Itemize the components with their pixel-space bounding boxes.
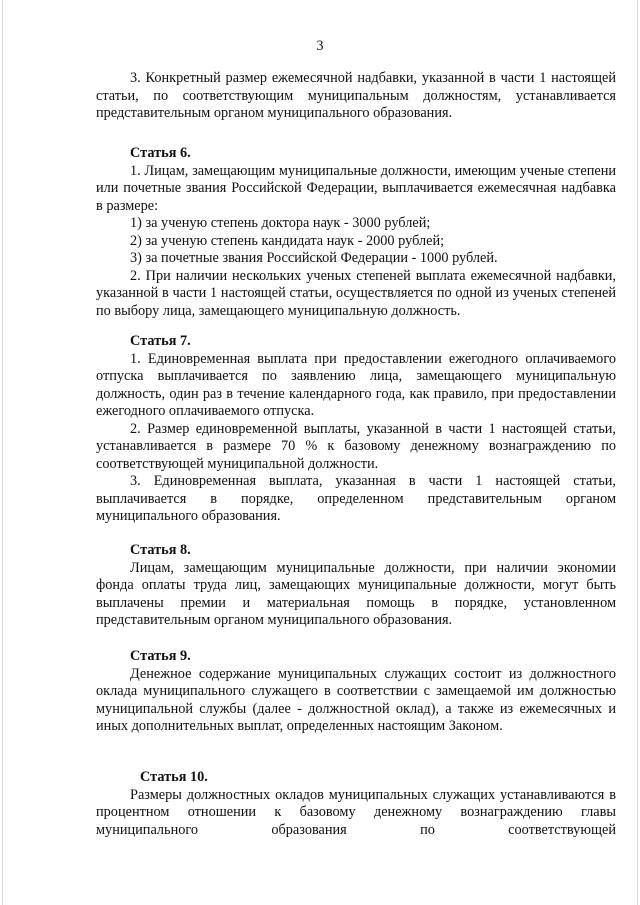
article-9 — [96, 648, 616, 736]
paragraph: 3. Единовременная выплата, указанная в части 1 настоящей статьи, выплачивается в порядке, определенном представительным органом муниципального образования. — [96, 473, 616, 524]
intro-section — [96, 70, 616, 123]
paragraph: 3. Конкретный размер ежемесячной надбавки, указанной в части 1 настоящей статьи, по соответствующим муниципальным должностям, устанавливается представительным органом муниципального образования. — [96, 70, 616, 121]
article-title: Статья 9. — [130, 648, 191, 664]
paragraph: 1. Лицам, замещающим муниципальные должности, имеющим ученые степени или почетные звания Российской Федерации, выплачивается ежемесячная надбавка в размере: — [96, 162, 616, 214]
list-item: 1) за ученую степень доктора наук - 3000 рублей; — [130, 215, 431, 231]
list-item: 2) за ученую степень кандидата наук - 2000 рублей; — [130, 232, 445, 249]
paragraph: 2. При наличии нескольких ученых степеней выплата ежемесячной надбавки, указанной в части 1 настоящей статьи, осуществляется по одной из ученых степеней по выбору лица, замещающего муниципальную должность. — [96, 267, 616, 319]
paragraph: 2. Размер единовременной выплаты, указанной в части 1 настоящей статьи, устанавливается в размере 70 % к базовому денежному вознаграждению по соответствующей муниципальной должности. — [96, 420, 616, 472]
paragraph: Размеры должностных окладов муниципальных служащих устанавливаются в процентном отношении к базовому денежному вознаграждению главы муниципального образования по соответствующей — [96, 786, 616, 838]
article-8 — [96, 542, 616, 630]
paragraph: Денежное содержание муниципальных служащих состоит из должностного оклада муниципального служащего в соответствии с замещаемой им должностью муниципальной службы (далее - должностной оклад), а также из ежемесячных и иных дополнительных выплат, определенных настоящим Законом. — [96, 665, 616, 734]
paragraph: 1. Единовременная выплата при предоставлении ежегодного оплачиваемого отпуска выплачивается по заявлению лица, замещающего муниципальную должность, один раз в течение календарного года, как правило, при предоставлении ежегодного оплачиваемого отпуска. — [96, 350, 616, 419]
article-7 — [96, 333, 616, 526]
page-number: 3 — [316, 38, 324, 54]
paragraph: Лицам, замещающим муниципальные должности, при наличии экономии фонда оплаты труда лиц, замещающих муниципальные должности, могут быть выплачены премии и материальная помощь в порядке, установленном представительным органом муниципального образования. — [96, 559, 616, 628]
article-6 — [96, 145, 616, 320]
article-title: Статья 7. — [130, 333, 191, 349]
list-item: 3) за почетные звания Российской Федерации - 1000 рублей. — [130, 250, 498, 266]
article-title: Статья 10. — [140, 769, 208, 785]
scan-edge-right — [637, 0, 638, 905]
article-title: Статья 8. — [130, 542, 191, 558]
article-10 — [96, 769, 616, 839]
article-title: Статья 6. — [130, 145, 191, 161]
scan-edge-left — [2, 0, 3, 905]
